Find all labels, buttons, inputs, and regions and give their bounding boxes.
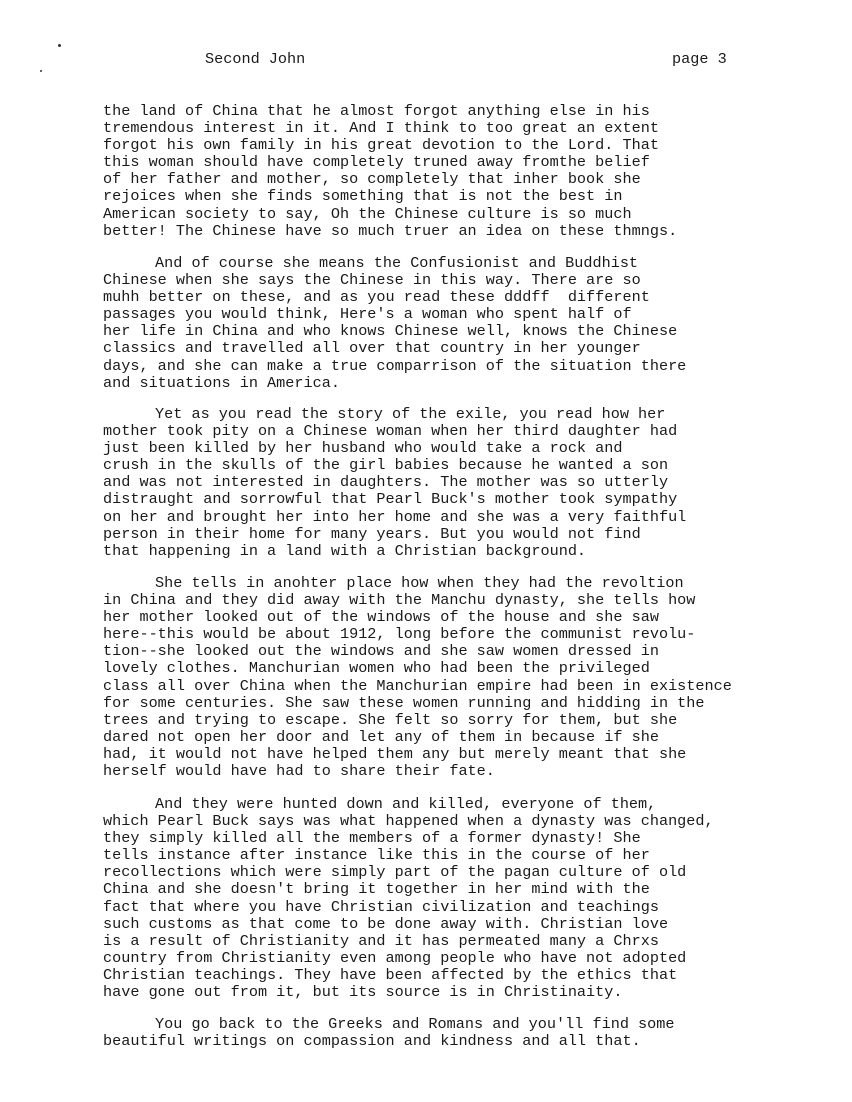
text-line: muhh better on these, and as you read these dddff different: [103, 288, 650, 307]
document-title: Second John: [205, 50, 306, 68]
text-line: her mother looked out of the windows of the house and she saw: [103, 608, 659, 627]
text-line: lovely clothes. Manchurian women who had been the privileged: [103, 659, 650, 678]
text-line: tremendous interest in it. And I think to too great an extent: [103, 119, 659, 138]
text-line: Chinese when she says the Chinese in this way. There are so: [103, 271, 641, 290]
paragraph: [103, 796, 714, 1001]
text-line: better! The Chinese have so much truer an idea on these thmngs.: [103, 221, 678, 240]
text-line: Yet as you read the story of the exile, you read how her: [155, 405, 666, 423]
paragraph: [103, 103, 677, 240]
text-line: Christian teachings. They have been affected by the ethics that: [103, 965, 678, 984]
text-line: classics and travelled all over that country in her younger: [103, 339, 641, 358]
text-line: and situations in America.: [103, 373, 340, 392]
text-line: for some centuries. She saw these women running and hidding in the: [103, 693, 705, 712]
text-line: days, and she can make a true comparrison of the situation there: [103, 356, 687, 375]
text-line: which Pearl Buck says was what happened when a dynasty was changed,: [103, 812, 714, 831]
text-line: just been killed by her husband who would take a rock and: [103, 439, 623, 458]
text-line: class all over China when the Manchurian empire had been in existence: [103, 676, 732, 695]
text-line: country from Christianity even among people who have not adopted: [103, 948, 687, 967]
text-line: they simply killed all the members of a former dynasty! She: [103, 829, 641, 848]
text-line: tells instance after instance like this in the course of her: [103, 846, 650, 865]
text-line: person in their home for many years. But you would not find: [103, 524, 641, 543]
text-line: and was not interested in daughters. The mother was so utterly: [103, 473, 669, 492]
text-line: is a result of Christianity and it has permeated many a Chrxs: [103, 931, 659, 950]
text-line: fact that where you have Christian civilization and teachings: [103, 897, 659, 916]
text-line: China and she doesn't bring it together in her mind with the: [103, 880, 650, 899]
text-line: recollections which were simply part of the pagan culture of old: [103, 863, 687, 882]
paragraph: [103, 1016, 675, 1050]
text-line: such customs as that come to be done away with. Christian love: [103, 914, 669, 933]
text-line: And they were hunted down and killed, everyone of them,: [155, 795, 657, 813]
text-line: that happening in a land with a Christian background.: [103, 541, 587, 560]
text-line: rejoices when she finds something that is not the best in: [103, 187, 623, 206]
text-line: mother took pity on a Chinese woman when her third daughter had: [103, 422, 678, 441]
text-line: in China and they did away with the Manchu dynasty, she tells how: [103, 591, 696, 610]
paragraph: [103, 255, 686, 392]
page-number: page 3: [672, 50, 727, 68]
text-line: on her and brought her into her home and she was a very faithful: [103, 507, 687, 526]
paragraph: [103, 575, 732, 780]
text-line: American society to say, Oh the Chinese culture is so much: [103, 204, 632, 223]
text-line: You go back to the Greeks and Romans and you'll find some: [155, 1015, 675, 1033]
text-line: have gone out from it, but its source is in Christinaity.: [103, 983, 623, 1002]
stray-mark: [40, 70, 42, 72]
text-line: distraught and sorrowful that Pearl Buck's mother took sympathy: [103, 490, 678, 509]
stray-mark: [58, 44, 61, 47]
text-line: beautiful writings on compassion and kindness and all that.: [103, 1032, 641, 1051]
text-line: the land of China that he almost forgot anything else in his: [103, 102, 650, 120]
text-line: crush in the skulls of the girl babies because he wanted a son: [103, 456, 669, 475]
text-line: trees and trying to escape. She felt so sorry for them, but she: [103, 710, 678, 729]
text-line: tion--she looked out the windows and she saw women dressed in: [103, 642, 659, 661]
text-line: here--this would be about 1912, long before the communist revolu-: [103, 625, 696, 644]
text-line: her life in China and who knows Chinese well, knows the Chinese: [103, 322, 678, 341]
text-line: this woman should have completely truned away fromthe belief: [103, 153, 650, 172]
text-line: dared not open her door and let any of them in because if she: [103, 727, 659, 746]
text-line: of her father and mother, so completely that inher book she: [103, 170, 641, 189]
text-line: herself would have had to share their fate.: [103, 762, 495, 781]
text-line: She tells in anohter place how when they had the revoltion: [155, 574, 684, 592]
text-line: had, it would not have helped them any but merely meant that she: [103, 744, 687, 763]
text-line: forgot his own family in his great devotion to the Lord. That: [103, 136, 659, 155]
paragraph: [103, 406, 686, 560]
text-line: And of course she means the Confusionist and Buddhist: [155, 254, 639, 272]
text-line: passages you would think, Here's a woman who spent half of: [103, 305, 632, 324]
